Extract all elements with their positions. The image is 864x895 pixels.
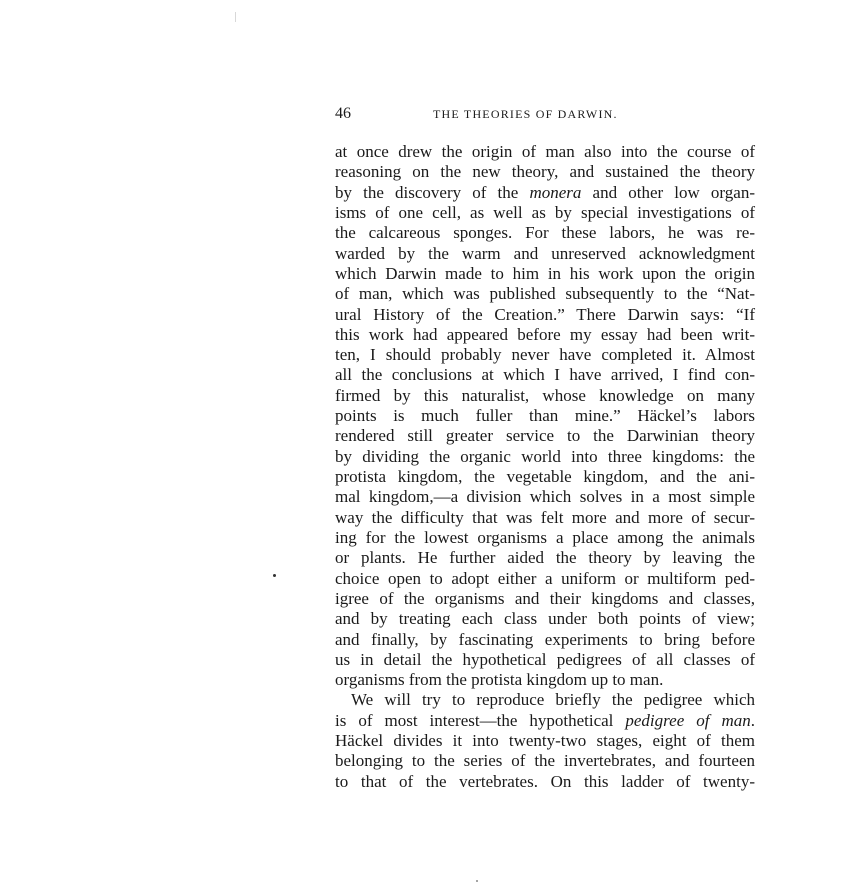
ink-dot <box>273 574 276 577</box>
text-line: the calcareous sponges. For these labors, he was re- <box>335 223 755 243</box>
text-line: or plants. He further aided the theory by leaving the <box>335 548 755 568</box>
text-line: us in detail the hypothetical pedigrees of all classes of <box>335 649 755 669</box>
text-line: choice open to adopt either a uniform or multiform ped- <box>335 568 755 588</box>
text-line: protista kingdom, the vegetable kingdom, and the ani- <box>335 467 755 486</box>
paragraph-start-line: We will try to reproduce briefly the pedigree which <box>351 690 755 710</box>
text-line: at once drew the origin of man also into the course of <box>335 142 755 161</box>
text-line: which Darwin made to him in his work upon the origin <box>335 263 755 283</box>
body-text <box>335 142 755 792</box>
text-line: igree of the organisms and their kingdoms and classes, <box>335 588 755 608</box>
italic-phrase: pedigree of man <box>625 710 751 730</box>
text-line: by dividing the organic world into three kingdoms: the <box>335 446 755 466</box>
text-line: belonging to the series of the invertebrates, and fourteen <box>335 751 755 771</box>
text-line: of man, which was published subsequently to the “Nat- <box>335 284 755 304</box>
text-line: ing for the lowest organisms a place among the animals <box>335 527 755 547</box>
text-line: way the difficulty that was felt more and more of secur- <box>335 507 755 527</box>
text-line: this work had appeared before my essay had been writ- <box>335 324 755 344</box>
text-line: by the discovery of the monera and other low organ- <box>335 182 755 202</box>
text-line: firmed by this naturalist, whose knowledge on many <box>335 385 755 405</box>
running-head: THE THEORIES OF DARWIN. <box>433 107 618 121</box>
text-line: mal kingdom,—a division which solves in a most simple <box>335 487 755 507</box>
paragraph-end-line: organisms from the protista kingdom up to man. <box>335 670 664 690</box>
text-line: reasoning on the new theory, and sustained the theory <box>335 162 755 182</box>
scan-speck <box>235 12 236 22</box>
text-line: points is much fuller than mine.” Häckel’s labors <box>335 406 755 426</box>
text-line: rendered still greater service to the Darwinian theory <box>335 426 755 446</box>
text-line: warded by the warm and unreserved acknowledgment <box>335 243 755 263</box>
text-line: ten, I should probably never have completed it. Almost <box>335 345 755 365</box>
text-line: and finally, by fascinating experiments to bring before <box>335 629 755 649</box>
text-line: ural History of the Creation.” There Darwin says: “If <box>335 304 755 324</box>
text-line: Häckel divides it into twenty-two stages, eight of them <box>335 731 755 751</box>
text-line: is of most interest—the hypothetical pedigree of man. <box>335 710 755 730</box>
text-line: isms of one cell, as well as by special investigations of <box>335 202 755 222</box>
text-line: all the conclusions at which I have arrived, I find con- <box>335 365 755 385</box>
ink-mark <box>476 880 478 882</box>
page-number: 46 <box>335 105 351 122</box>
italic-phrase: monera <box>529 182 582 202</box>
page-header <box>335 105 755 125</box>
text-line: to that of the vertebrates. On this ladder of twenty- <box>335 771 755 791</box>
text-line: and by treating each class under both points of view; <box>335 609 755 629</box>
